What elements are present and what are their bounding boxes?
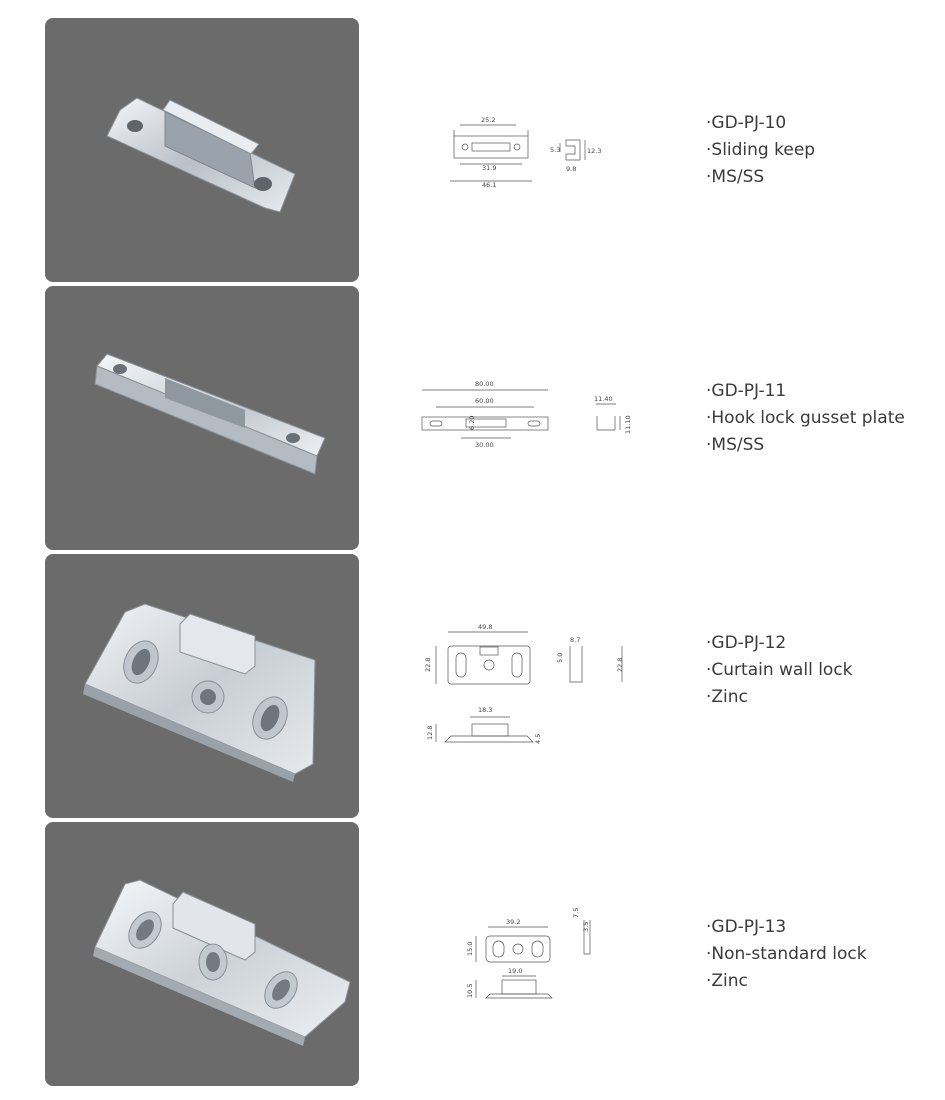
dim-label: 22.8 xyxy=(616,657,624,672)
dim-label: 12.3 xyxy=(587,147,602,155)
sliding-keep-image xyxy=(45,18,359,282)
product-photo xyxy=(45,554,359,818)
dim-label: 3.5 xyxy=(582,921,590,932)
dim-label: 15.0 xyxy=(466,941,474,956)
product-row xyxy=(0,822,945,1086)
technical-drawing xyxy=(400,286,660,550)
product-photo xyxy=(45,286,359,550)
dim-label: 30.00 xyxy=(475,441,494,449)
product-material: ·MS/SS xyxy=(706,435,765,455)
dim-label: 5.3 xyxy=(550,146,561,154)
dim-label: 7.5 xyxy=(572,907,580,918)
product-spec xyxy=(706,110,936,191)
dim-label: 18.3 xyxy=(478,706,493,714)
dimension-drawing xyxy=(400,822,660,1086)
product-row xyxy=(0,554,945,818)
product-code: ·GD-PJ-12 xyxy=(706,633,787,653)
product-spec xyxy=(706,378,936,459)
technical-drawing xyxy=(400,18,660,282)
dim-label: 46.1 xyxy=(482,181,497,189)
dim-label: 4.5 xyxy=(534,733,542,744)
product-code: ·GD-PJ-13 xyxy=(706,917,787,937)
product-photo xyxy=(45,18,359,282)
dim-label: 60.00 xyxy=(475,397,494,405)
product-row xyxy=(0,18,945,282)
product-spec xyxy=(706,630,936,711)
product-name: ·Hook lock gusset plate xyxy=(706,408,905,428)
product-name: ·Non-standard lock xyxy=(706,944,867,964)
product-code: ·GD-PJ-11 xyxy=(706,381,787,401)
product-material: ·Zinc xyxy=(706,687,748,707)
product-code: ·GD-PJ-10 xyxy=(706,113,787,133)
product-row xyxy=(0,286,945,550)
dim-label: 31.9 xyxy=(482,164,497,172)
dim-label: 80.00 xyxy=(475,380,494,388)
dim-label: 49.8 xyxy=(478,623,493,631)
gusset-plate-image xyxy=(45,286,359,550)
dim-label: 11.10 xyxy=(624,415,632,434)
product-name: ·Sliding keep xyxy=(706,140,816,160)
dimension-drawing xyxy=(400,554,660,818)
dimension-drawing xyxy=(400,18,660,282)
dim-label: 5.0 xyxy=(556,652,564,663)
product-spec xyxy=(706,914,936,995)
dim-label: 39.2 xyxy=(506,918,521,926)
dim-label: 12.8 xyxy=(426,725,434,740)
technical-drawing xyxy=(400,822,660,1086)
product-name: ·Curtain wall lock xyxy=(706,660,853,680)
product-photo xyxy=(45,822,359,1086)
dim-label: 11.40 xyxy=(594,395,613,403)
dim-label: 22.8 xyxy=(424,657,432,672)
product-material: ·MS/SS xyxy=(706,167,765,187)
dim-label: 9.8 xyxy=(566,165,577,173)
product-material: ·Zinc xyxy=(706,971,748,991)
dim-label: 10.5 xyxy=(466,983,474,998)
dim-label: 8.7 xyxy=(570,636,581,644)
dim-label: 25.2 xyxy=(481,116,496,124)
curtain-wall-lock-image xyxy=(45,554,359,818)
non-standard-lock-image xyxy=(45,822,359,1086)
dim-label: 6.20 xyxy=(468,415,476,430)
dimension-drawing xyxy=(400,286,660,550)
technical-drawing xyxy=(400,554,660,818)
dim-label: 19.0 xyxy=(508,967,523,975)
